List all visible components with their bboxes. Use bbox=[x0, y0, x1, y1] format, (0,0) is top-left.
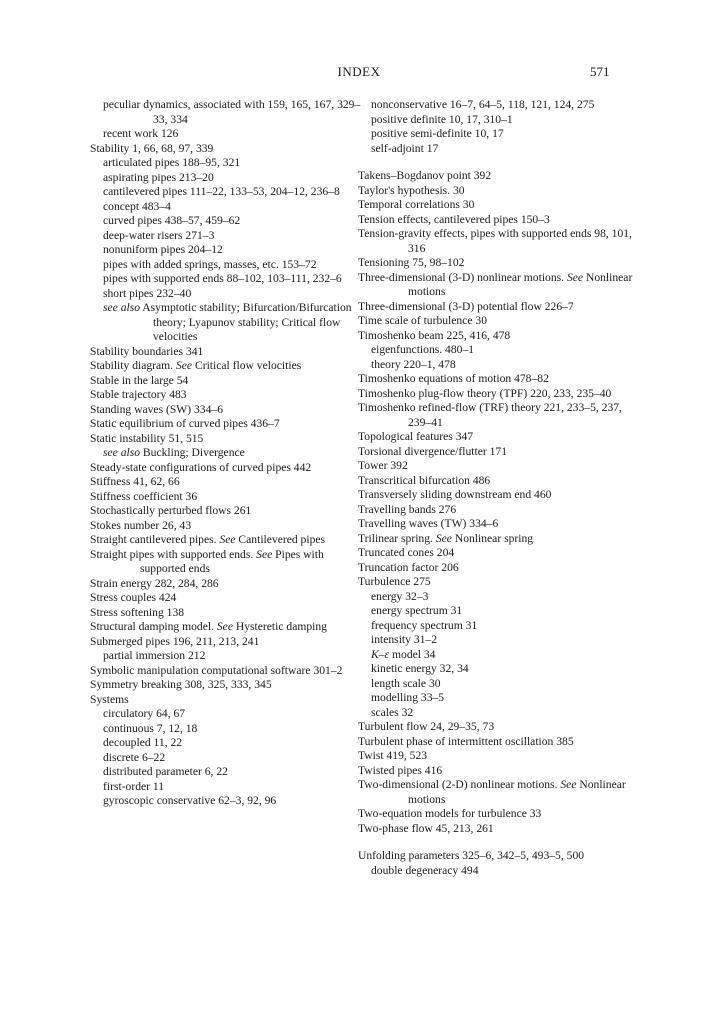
index-entry-text: Symmetry breaking 308, 325, 333, 345 bbox=[90, 678, 272, 691]
index-entry-text: Symbolic manipulation computational software 301–2 bbox=[90, 663, 343, 677]
index-entry-text: see also bbox=[103, 301, 141, 314]
index-entry bbox=[358, 300, 633, 315]
index-entry-text: Unfolding parameters 325–6, 342–5, 493–5, 500 bbox=[358, 849, 585, 862]
index-entry bbox=[90, 533, 365, 548]
index-entry-text: Timoshenko beam 225, 416, 478 bbox=[358, 328, 511, 342]
index-entry bbox=[90, 345, 365, 360]
index-entry bbox=[358, 314, 633, 329]
index-entry-text: See bbox=[219, 533, 236, 546]
index-column-right bbox=[358, 98, 633, 878]
index-entry bbox=[358, 807, 633, 822]
index-entry-text: Timoshenko plug-flow theory (TPF) 220, 233, 235–40 bbox=[358, 386, 612, 400]
index-entry-text: Stiffness coefficient 36 bbox=[90, 489, 198, 503]
index-entry-text: gyroscopic conservative 62–3, 92, 96 bbox=[103, 794, 277, 807]
index-entry-text: aspirating pipes 213–20 bbox=[103, 170, 214, 184]
index-entry-text: Three-dimensional (3-D) potential flow 226–7 bbox=[358, 299, 574, 313]
index-entry-text: Turbulent phase of intermittent oscillation 385 bbox=[358, 734, 574, 748]
index-entry bbox=[90, 388, 365, 403]
index-entry-text: distributed parameter 6, 22 bbox=[103, 765, 228, 778]
index-entry-text: partial immersion 212 bbox=[103, 649, 206, 662]
index-subentry bbox=[90, 243, 365, 258]
index-entry-text: Trilinear spring. bbox=[358, 531, 436, 545]
index-letter-gap bbox=[358, 156, 633, 169]
index-entry bbox=[358, 517, 633, 532]
index-entry bbox=[358, 503, 633, 518]
index-entry-text: length scale 30 bbox=[371, 676, 441, 690]
index-entry-text: first-order 11 bbox=[103, 779, 165, 793]
index-entry-text: Submerged pipes 196, 211, 213, 241 bbox=[90, 634, 260, 648]
index-subentry bbox=[90, 446, 365, 461]
index-entry-text: Static equilibrium of curved pipes 436–7 bbox=[90, 417, 280, 430]
index-letter-gap bbox=[358, 836, 633, 849]
index-entry-text: nonuniform pipes 204–12 bbox=[103, 243, 223, 256]
page-number: 571 bbox=[590, 64, 610, 79]
index-entry bbox=[90, 620, 365, 635]
index-subentry bbox=[358, 98, 633, 113]
index-subentry bbox=[358, 358, 633, 373]
index-entry-text: model 34 bbox=[389, 647, 436, 661]
index-entry-text: frequency spectrum 31 bbox=[371, 618, 478, 632]
index-subentry bbox=[90, 98, 365, 127]
index-entry bbox=[358, 459, 633, 474]
index-subentry bbox=[90, 751, 365, 766]
index-entry-text: Timoshenko equations of motion 478–82 bbox=[358, 372, 549, 385]
index-subentry bbox=[90, 272, 365, 287]
index-entry bbox=[90, 635, 365, 650]
index-entry bbox=[358, 532, 633, 547]
index-entry-text: cantilevered pipes 111–22, 133–53, 204–12, 236–8 bbox=[103, 185, 340, 198]
index-column-left bbox=[90, 98, 365, 809]
running-header-title: INDEX bbox=[337, 64, 381, 79]
index-entry-text: short pipes 232–40 bbox=[103, 286, 192, 300]
index-entry-text: Stress softening 138 bbox=[90, 605, 185, 619]
index-entry-text: Static instability 51, 515 bbox=[90, 431, 204, 445]
index-entry-text: See bbox=[216, 620, 233, 633]
index-entry bbox=[90, 374, 365, 389]
index-entry-text: peculiar dynamics, associated with 159, 165, 167, 329–33, 334 bbox=[103, 98, 361, 126]
index-entry-text: continuous 7, 12, 18 bbox=[103, 721, 198, 735]
index-entry-text: decoupled 11, 22 bbox=[103, 736, 183, 749]
index-entry-text: Truncated cones 204 bbox=[358, 546, 455, 559]
index-entry bbox=[358, 778, 633, 807]
index-entry-text: Tower 392 bbox=[358, 459, 408, 472]
index-entry-text: Takens–Bogdanov point 392 bbox=[358, 169, 492, 182]
index-subentry bbox=[90, 185, 365, 200]
index-entry bbox=[90, 606, 365, 621]
index-entry-text: recent work 126 bbox=[103, 127, 179, 140]
index-entry-text: circulatory 64, 67 bbox=[103, 707, 186, 720]
index-entry-text: Hysteretic damping bbox=[232, 620, 327, 633]
index-subentry bbox=[358, 113, 633, 128]
index-entry-text: Nonlinear motions bbox=[408, 270, 633, 298]
index-subentry bbox=[90, 707, 365, 722]
index-entry bbox=[90, 475, 365, 490]
index-entry-text: See bbox=[560, 778, 577, 791]
index-entry bbox=[90, 417, 365, 432]
index-entry-text: Stability diagram. bbox=[90, 359, 176, 372]
index-entry bbox=[358, 387, 633, 402]
index-entry-text: Turbulence 275 bbox=[358, 575, 431, 588]
index-entry bbox=[358, 561, 633, 576]
index-entry bbox=[358, 169, 633, 184]
index-subentry bbox=[90, 765, 365, 780]
index-subentry bbox=[90, 156, 365, 171]
index-entry-text: energy 32–3 bbox=[371, 589, 429, 603]
index-entry bbox=[90, 142, 365, 157]
index-subentry bbox=[90, 780, 365, 795]
index-entry bbox=[358, 488, 633, 503]
index-entry-text: Steady-state configurations of curved pipes 442 bbox=[90, 460, 312, 474]
index-entry-text: Tensioning 75, 98–102 bbox=[358, 256, 465, 269]
index-entry bbox=[358, 720, 633, 735]
index-entry-text: See bbox=[566, 270, 584, 284]
index-entry-text: Tension-gravity effects, pipes with supported ends 98, 101, 316 bbox=[358, 227, 632, 255]
index-entry-text: Stress couples 424 bbox=[90, 591, 177, 604]
index-subentry bbox=[358, 633, 633, 648]
index-entry bbox=[90, 359, 365, 374]
index-entry-text: See bbox=[256, 547, 273, 561]
index-entry bbox=[90, 548, 365, 577]
index-subentry bbox=[358, 604, 633, 619]
index-entry-text: Systems bbox=[90, 692, 129, 706]
index-entry-text: Stable trajectory 483 bbox=[90, 388, 187, 401]
index-entry bbox=[90, 693, 365, 708]
index-entry bbox=[90, 519, 365, 534]
index-entry-text: Stochastically perturbed flows 261 bbox=[90, 504, 252, 517]
index-entry-text: Three-dimensional (3-D) nonlinear motions. bbox=[358, 270, 567, 284]
index-entry bbox=[90, 591, 365, 606]
index-entry bbox=[358, 575, 633, 590]
index-entry bbox=[358, 213, 633, 228]
index-entry bbox=[90, 461, 365, 476]
index-entry-text: concept 483–4 bbox=[103, 199, 171, 213]
index-entry-text: See bbox=[435, 531, 452, 545]
index-entry-text: Asymptotic stability; Bifurcation/Bifurcation theory; Lyapunov stability; Critical flow velocities bbox=[140, 301, 352, 343]
index-entry-text: deep-water risers 271–3 bbox=[103, 228, 215, 242]
index-entry-text: Straight pipes with supported ends. bbox=[90, 547, 257, 561]
index-entry-text: self-adjoint 17 bbox=[371, 141, 439, 155]
index-subentry bbox=[90, 258, 365, 273]
index-entry-text: discrete 6–22 bbox=[103, 750, 166, 764]
index-entry bbox=[358, 735, 633, 750]
index-entry-text: See bbox=[175, 359, 193, 372]
index-entry-text: positive semi-definite 10, 17 bbox=[371, 127, 504, 140]
index-entry-text: Stable in the large 54 bbox=[90, 373, 189, 387]
index-entry bbox=[358, 849, 633, 864]
index-entry-text: Torsional divergence/flutter 171 bbox=[358, 444, 508, 458]
index-entry-text: curved pipes 438–57, 459–62 bbox=[103, 214, 241, 227]
index-entry-text: eigenfunctions. 480–1 bbox=[371, 343, 475, 356]
index-subentry bbox=[90, 794, 365, 809]
index-entry-text: Timoshenko refined-flow (TRF) theory 221, 233–5, 237, 239–41 bbox=[358, 401, 622, 429]
index-entry bbox=[358, 474, 633, 489]
index-subentry bbox=[358, 127, 633, 142]
index-subentry bbox=[90, 287, 365, 302]
index-entry-text: nonconservative 16–7, 64–5, 118, 121, 124, 275 bbox=[371, 98, 595, 111]
index-entry-text: Structural damping model. bbox=[90, 620, 217, 633]
index-subentry bbox=[358, 343, 633, 358]
index-entry-text: Straight cantilevered pipes. bbox=[90, 533, 220, 546]
index-entry-text: Critical flow velocities bbox=[192, 359, 302, 372]
index-entry bbox=[358, 445, 633, 460]
index-subentry bbox=[90, 127, 365, 142]
index-entry-text: pipes with supported ends 88–102, 103–111, 232–6 bbox=[103, 272, 342, 285]
index-entry-text: see also bbox=[103, 446, 141, 459]
index-entry bbox=[358, 227, 633, 256]
index-entry-text: Turbulent flow 24, 29–35, 73 bbox=[358, 720, 495, 733]
index-entry-text: Stability boundaries 341 bbox=[90, 344, 204, 358]
index-entry-text: Strain energy 282, 284, 286 bbox=[90, 576, 219, 590]
index-entry-text: energy spectrum 31 bbox=[371, 604, 463, 617]
index-subentry bbox=[358, 648, 633, 663]
index-entry bbox=[90, 664, 365, 679]
index-entry-text: Time scale of turbulence 30 bbox=[358, 314, 488, 327]
index-entry-text: articulated pipes 188–95, 321 bbox=[103, 156, 241, 169]
index-entry bbox=[90, 504, 365, 519]
index-entry bbox=[90, 403, 365, 418]
index-entry bbox=[358, 546, 633, 561]
index-entry-text: Truncation factor 206 bbox=[358, 560, 459, 574]
index-entry bbox=[358, 184, 633, 199]
index-subentry bbox=[358, 590, 633, 605]
index-entry bbox=[90, 490, 365, 505]
index-entry bbox=[358, 329, 633, 344]
index-entry-text: Travelling waves (TW) 334–6 bbox=[358, 517, 499, 530]
index-entry-text: Nonlinear spring bbox=[451, 531, 534, 545]
index-entry-text: Buckling; Divergence bbox=[140, 446, 245, 459]
index-entry bbox=[358, 749, 633, 764]
index-entry bbox=[358, 198, 633, 213]
index-subentry bbox=[90, 171, 365, 186]
index-entry bbox=[358, 822, 633, 837]
index-entry bbox=[358, 271, 633, 300]
index-entry-text: Tension effects, cantilevered pipes 150–3 bbox=[358, 212, 550, 226]
index-subentry bbox=[358, 677, 633, 692]
index-subentry bbox=[90, 649, 365, 664]
index-subentry bbox=[90, 736, 365, 751]
index-entry-text: Pipes with supported ends bbox=[140, 547, 324, 575]
index-subentry bbox=[90, 722, 365, 737]
index-entry-text: scales 32 bbox=[371, 705, 414, 719]
index-subentry bbox=[90, 229, 365, 244]
index-entry-text: Taylor's hypothesis. 30 bbox=[358, 183, 465, 197]
index-entry-text: Two-phase flow 45, 213, 261 bbox=[358, 821, 494, 835]
index-entry bbox=[90, 678, 365, 693]
index-entry bbox=[358, 372, 633, 387]
index-entry-text: Standing waves (SW) 334–6 bbox=[90, 402, 223, 416]
index-entry-text: Topological features 347 bbox=[358, 430, 474, 443]
index-entry-text: Stokes number 26, 43 bbox=[90, 518, 192, 532]
index-entry-text: double degeneracy 494 bbox=[371, 863, 479, 877]
index-entry-text: kinetic energy 32, 34 bbox=[371, 662, 469, 675]
index-entry-text: Transcritical bifurcation 486 bbox=[358, 473, 491, 487]
index-entry-text: K–ε bbox=[371, 647, 390, 661]
index-entry-text: Nonlinear motions bbox=[408, 778, 626, 806]
index-subentry bbox=[90, 200, 365, 215]
index-subentry bbox=[358, 706, 633, 721]
index-entry bbox=[358, 764, 633, 779]
index-entry-text: Twist 419, 523 bbox=[358, 749, 428, 762]
index-entry-text: Stiffness 41, 62, 66 bbox=[90, 475, 180, 488]
index-subentry bbox=[358, 691, 633, 706]
index-subentry bbox=[358, 864, 633, 879]
index-entry-text: theory 220–1, 478 bbox=[371, 357, 456, 371]
index-entry bbox=[90, 432, 365, 447]
index-entry-text: Two-dimensional (2-D) nonlinear motions. bbox=[358, 778, 561, 791]
index-entry-text: positive definite 10, 17, 310–1 bbox=[371, 112, 513, 126]
index-subentry bbox=[90, 214, 365, 229]
index-entry-text: Twisted pipes 416 bbox=[358, 763, 443, 777]
index-subentry bbox=[358, 619, 633, 634]
index-entry bbox=[358, 401, 633, 430]
index-entry bbox=[358, 256, 633, 271]
index-entry-text: Cantilevered pipes bbox=[235, 533, 326, 546]
index-entry-text: Temporal correlations 30 bbox=[358, 198, 475, 211]
index-entry-text: modelling 33–5 bbox=[371, 691, 445, 704]
index-entry-text: Transversely sliding downstream end 460 bbox=[358, 488, 552, 501]
index-entry-text: pipes with added springs, masses, etc. 153–72 bbox=[103, 257, 317, 271]
index-entry bbox=[90, 577, 365, 592]
index-entry-text: Two-equation models for turbulence 33 bbox=[358, 807, 542, 820]
index-subentry bbox=[358, 142, 633, 157]
index-subentry bbox=[358, 662, 633, 677]
index-entry-text: Travelling bands 276 bbox=[358, 502, 457, 516]
index-entry bbox=[358, 430, 633, 445]
index-entry-text: intensity 31–2 bbox=[371, 633, 438, 646]
index-entry-text: Stability 1, 66, 68, 97, 339 bbox=[90, 141, 214, 155]
index-subentry bbox=[90, 301, 365, 345]
